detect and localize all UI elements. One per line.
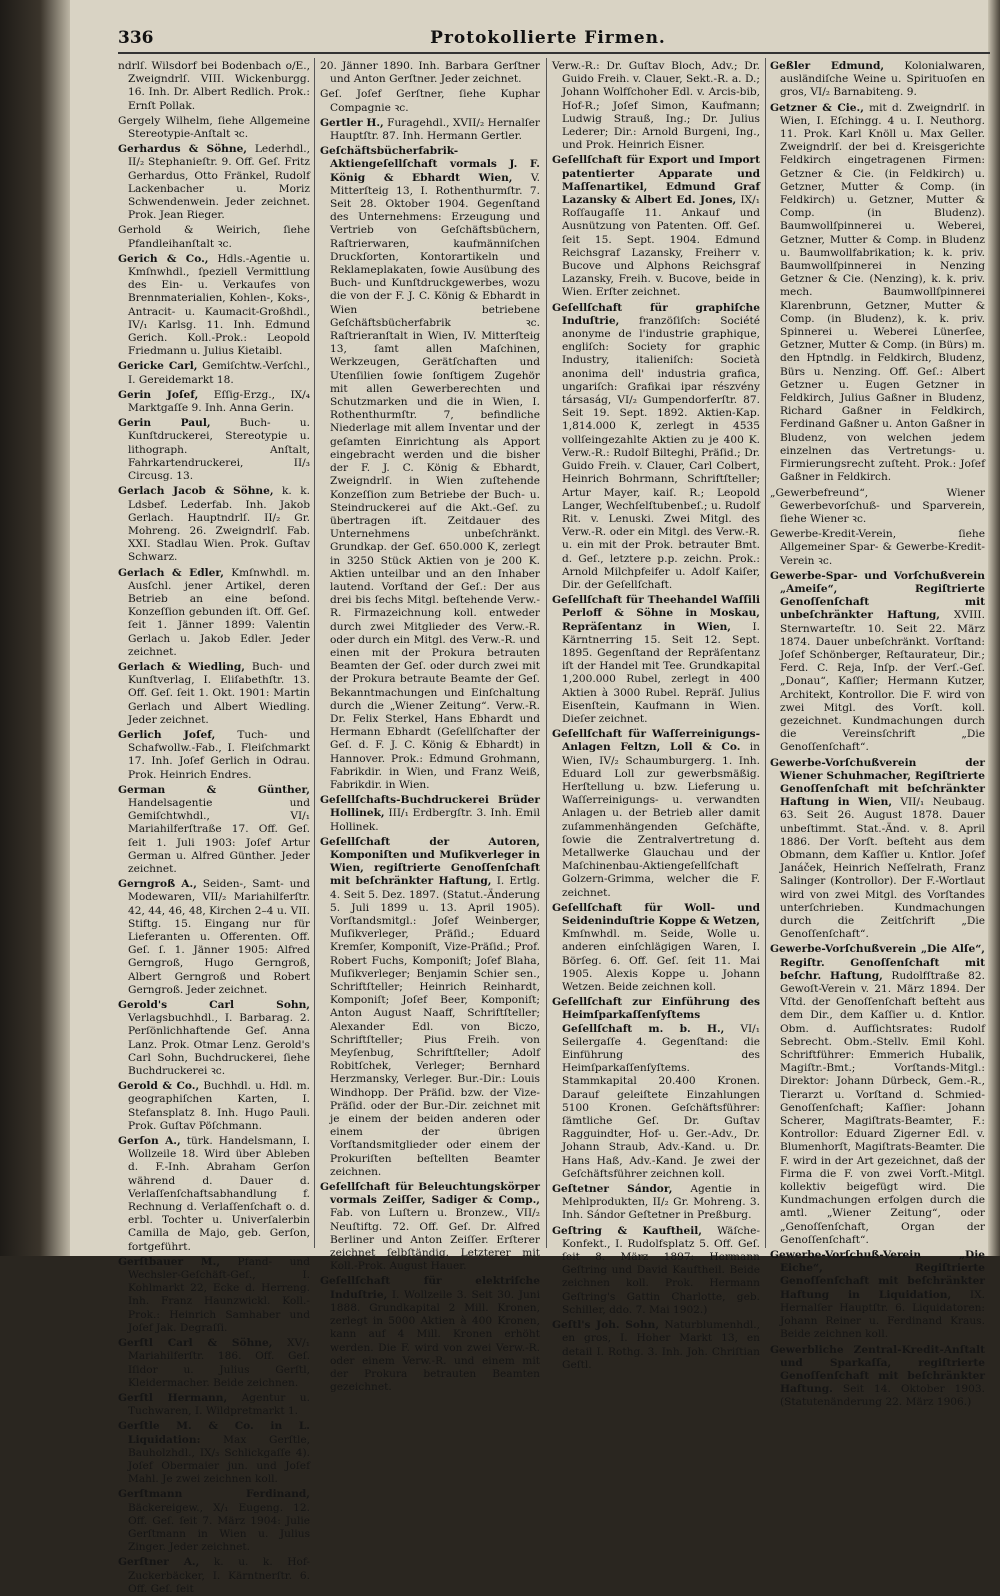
- firm-details: Buch- und Kunſtverlag, I. Eliſabethſtr. 13. Off. Geſ. ſeit 1. Okt. 1901: Martin Gerlach und Albert Wiedling. Jeder zeichnet.: [128, 660, 310, 726]
- column-divider: [546, 58, 547, 1248]
- firm-name: Gericke Carl,: [118, 360, 198, 373]
- firm-entry: [118, 1080, 310, 1133]
- firm-name: Gerſtner A.,: [118, 1556, 200, 1569]
- firm-entry: [770, 487, 985, 527]
- firm-details: Fab. von Luſtern u. Bronzew., VII/₂ Neuſtiftg. 72. Off. Geſ. Dr. Alfred Berliner und Anton Zeiſſer. Erſterer zeichnet ſelbſtändig. Letzterer mit Koll.-Prok. August Hauer.: [330, 1207, 540, 1273]
- firm-details: I. Kärntnerring 15. Seit 12. Sept. 1895. Gegenſtand der Repräſentanz iſt der Handel mit Tee. Grundkapital 1,200.000 Rubel, zerlegt in 400 Aktien à 3000 Rubel. Repräſ. Julius Eisenſtein, Kaufmann in Wien. Dieſer zeichnet.: [562, 620, 761, 725]
- firm-details: Verw.-R.: Dr. Guſtav Bloch, Adv.; Dr. Guido Freih. v. Clauer, Sekt.-R. a. D.; Johann Wolfſchoher Edl. v. Arcis-bib, Hof-R.; Joſef Simon, Kaufmann; Ludwig Strauß, Ing.; Dr. Julius Lederer; Dir.: Arnold Burgeni, Ing., und Prok. Heinrich Eisner.: [552, 60, 760, 152]
- firm-entry: [118, 1488, 310, 1554]
- page-number: 336: [118, 28, 154, 48]
- firm-details: III/₁ Erdbergſtr. 3. Inh. Emil Hollinek.: [330, 807, 540, 833]
- firm-name: Gerſtl Carl & Söhne,: [118, 1337, 273, 1350]
- firm-name: Geſellſchaft für Waſſerreinigungs-Anlagen Feltzn, Loll & Co.: [552, 728, 760, 754]
- firm-name: Geſellſchaft für Beleuchtungskörper vormals Zeiſſer, Sadiger & Comp.,: [320, 1181, 540, 1207]
- firm-name: Gewerbe-Spar- und Vorſchußverein „Ameiſe“, Regiſtrierte Genoſſenſchaft mit unbeſchränkter Haftung,: [770, 569, 985, 622]
- firm-entry: [552, 728, 760, 900]
- firm-details: I. Ertlg. 4. Seit 5. Dez. 1897. (Statut.-Änderung 5. Juli 1899 u. 13. April 1905). Vorſtandsmitgl.: Joſef Weinberger, Muſikverleger, Präſid.; Eduard Kremſer, Komponiſt, Vize-Präſid.; Prof. Robert Fuchs, Komponiſt; Joſef Blaha, Muſikverleger; Benjamin Schier sen., Schriftſteller; Heinrich Reinhardt, Komponiſt; Joſef Beer, Komponiſt; Anton August Naaff, Schriftſteller; Alexander Edl. von Biczo, Schriftſteller; Pius Freih. von Meyſenbug, Schriftſteller; Adolf Robitſchek, Verleger; Bernhard Herzmansky, Verleger. Bur.-Dir.: Louis Windhopp. Der Präſid. bzw. der Vize-Präſid. oder der Bur.-Dir. zeichnet mit je einem der beiden anderen oder einem der übrigen Vorſtandsmitglieder oder einem der Prokuriſten beſtellten Beamter zeichnen.: [330, 875, 541, 1178]
- firm-entry: [118, 143, 310, 222]
- firm-entry: [118, 360, 310, 386]
- firm-name: Geſellſchaft für elektriſche Induſtrie,: [320, 1275, 540, 1301]
- page-edge: [988, 0, 1000, 1256]
- firm-entry: [118, 253, 310, 359]
- firm-name: Gerſtmann Ferdinand,: [118, 1488, 310, 1501]
- firm-entry: [770, 102, 985, 485]
- firm-entry: [552, 60, 760, 152]
- firm-entry: [118, 1135, 310, 1254]
- column-divider: [314, 58, 315, 1248]
- firm-entry: [552, 302, 760, 592]
- firm-details: in Wien, IV/₂ Schaumburgerg. 1. Inh. Eduard Loll zur gewerbsmäßig. Herſtellung u. bzw. Lieferung u. Waſſerreinigungs- u. verwandten Anlagen u. der Betrieb aller damit zuſammenhängenden Geſchäfte, ſowie die Zentralvertretung d. Metallwerke Glauchau und der Maſchinenbau-Aktiengeſellſchaft Golzern-Grimma, welcher die F. zeichnet.: [562, 741, 760, 899]
- firm-name: Gewerbliche Zentral-Kredit-Anſtalt und Sparkaſſa, regiſtrierte Genoſſenſchaft mit beſchränkter Haftung.: [770, 1343, 985, 1396]
- firm-name: Geſtetner Sándor,: [552, 1183, 673, 1196]
- firm-name: Gerold's Carl Sohn,: [118, 999, 310, 1012]
- firm-details: Eſſig-Erzg., IX/₄ Marktgaſſe 9. Inh. Anna Gerin.: [128, 388, 310, 415]
- firm-name: Gerin Joſef,: [118, 388, 199, 401]
- firm-entry: [118, 485, 310, 564]
- firm-entry: [118, 999, 310, 1078]
- firm-name: Geſellſchaft zur Einführung des Heimſparkaſſenſyſtems Geſellſchaft m. b. H.,: [552, 996, 760, 1035]
- firm-entry: [118, 567, 310, 659]
- firm-name: Gewerbe-Vorſchußverein „Die Alſe“, Regiſtr. Genoſſenſchaft mit beſchr. Haftung,: [770, 943, 985, 982]
- text-column-2: [320, 60, 541, 1394]
- firm-name: Gertler H.,: [320, 116, 384, 129]
- page-header: [118, 28, 990, 52]
- firm-name: Gerlich Joſef,: [118, 728, 216, 741]
- firm-entry: [118, 1392, 310, 1418]
- firm-entry: [552, 996, 760, 1181]
- firm-entry: [118, 60, 310, 113]
- firm-details: franzöſiſch: Société anonyme de l'industrie graphique, engliſch: Society for graphic Industry, italieniſch: Società anonima dell' industria grafica, ungariſch: Grafikai ipar részvény társaság, VI/₂ Gumpendorferſtr. 87. Seit 19. Sept. 1892. Aktien-Kap. 1,814.000 K, zerlegt in 4535 vollſeingezahlte Aktien zu je 400 K. Verw.-R.: Rudolf Bilteghi, Präſid.; Dr. Guido Freih. v. Clauer, Carl Colbert, Heinrich Bohrmann, Schriftſteller; Artur Mayer, kaiſ. R.; Leopold Langer, Wechſelſtubenbeſ.; u. Rudolf Rit. v. Lenuski. Zwei Mitgl. des Verw.-R. oder ein Mitgl. des Verw.-R. u. ein mit der Prok. betrauter Bmt. d. Geſ., letztere p.p. zeichn. Prok.: Arnold Milchpfeifer u. Adolf Kaiſer, Dir. der Geſellſchaft.: [562, 314, 760, 591]
- firm-details: Naturblumenhdl., en gros, I. Hoher Markt 13, en detail I. Rothg. 3. Inh. Joh. Chriſtian Geſtl.: [562, 1319, 760, 1371]
- firm-name: Gerich & Co.,: [118, 252, 209, 265]
- firm-details: Rudolfſtraße 82. Gewoſt-Verein v. 21. März 1894. Der Vſtd. der Genoſſenſchaft beſteht aus dem Dir., dem Kaſſier u. d. Kntlor. Obm. d. Aufſichtsrates: Rudolf Sebrecht. Obm.-Stellv. Emil Kohl. Schriftführer: Emmerich Hubalik, Magiſtr.-Bmt.; Vorſtands-Mitgl.: Direktor: Johann Dürbeck, Gem.-R., Tierarzt u. Vorſtand d. Schmied-Genoſſenſchaft; Kaſſier: Johann Scherer, Magiſtrats-Beamter, F.: Kontrollor: Eduard Zigerner Edl. v. Blumenhorſt, Magiſtrats-Beamter. Die F. wird in der Art gezeichnet, daß der Firma die F. von zwei Vorſt.-Mitgl. kollektiv beigefügt wird. Die Kundmachungen erfolgen durch die amtl. „Wiener Zeitung“, oder „Genoſſenſchaft, Organ der Genoſſenſchaft“.: [780, 969, 985, 1246]
- firm-details: Agentur u. Tuchwaren, I. Wildpretmarkt 1.: [128, 1391, 311, 1418]
- firm-entry: [320, 145, 540, 792]
- text-column-1: [118, 60, 311, 1595]
- book-binding-shadow: [0, 0, 70, 1256]
- firm-name: Gerhardus & Söhne,: [118, 143, 247, 156]
- firm-entry: [118, 729, 310, 782]
- firm-entry: [552, 902, 760, 994]
- firm-name: Geſtl's Joh. Sohn,: [552, 1319, 660, 1332]
- firm-details: Buchhdl. u. Hdl. m. geographiſchen Karten, I. Stefansplatz 8. Inh. Hugo Pauli. Prok. Guſtav Pöſchmann.: [128, 1080, 310, 1132]
- firm-entry: [118, 417, 310, 483]
- firm-name: Gerold & Co.,: [118, 1080, 200, 1093]
- firm-details: XVIII. Sternwarteſtr. 10. Seit 22. März 1874. Dauer unbeſchränkt. Vorſtand: Joſef Schönberger, Reſtaurateur, Dir.; Ferd. C. Reja, Inſp. der Verſ.-Geſ. „Donau“, Kaſſier; Hermann Kutzer, Architekt, Kontrollor. Die F. wird von zwei Mitgl. des Vorſt. koll. gezeichnet. Kundmachungen durch die Vereinsſchrift „Die Genoſſenſchaft“.: [780, 609, 985, 754]
- firm-entry: [320, 794, 540, 834]
- firm-entry: [320, 1181, 540, 1273]
- firm-details: VII/₁ Neubaug. 63. Seit 26. August 1878. Dauer unbeſtimmt. Stat.-Änd. v. 8. April 1886. Der Vorſt. beſteht aus dem Obmann, dem Kaſſier u. Kntlor. Joſef Janáček, Heinrich Neſſelrath, Franz Salinger (Kontrollor). Der F.-Wortlaut wird von zwei Mitgl. des Vorſtandes unterſchrieben. Kundmachungen durch die Zeitſchrift „Die Genoſſenſchaft“.: [780, 796, 985, 941]
- firm-details: k. k. Ldsbef. Lederfab. Inh. Jakob Gerlach. Hauptndrlſ. II/₂ Gr. Mohreng. 26. Zweigndrlſ. Fab. XXI. Stadlau Wien. Prok. Guſtav Schwarz.: [128, 485, 310, 564]
- firm-details: Kmſnwhdl. m. Ausſchl. jener Artikel, deren Betrieb an eine beſond. Konzeſſion gebunden iſt. Off. Geſ. ſeit 1. Jänner 1899: Valentin Gerlach u. Jakob Edler. Jeder zeichnet.: [128, 566, 310, 658]
- firm-entry: [118, 115, 310, 141]
- firm-details: Gergely Wilhelm, ſiehe Allgemeine Stereotypie-Anſtalt ꝛc.: [118, 114, 310, 141]
- firm-entry: [118, 784, 310, 876]
- firm-details: Buch- u. Kunſtdruckerei, Stereotypie u. lithograph. Anſtalt, Fahrkartendruckerei, II/₃ Circusg. 13.: [128, 417, 310, 483]
- firm-details: ndrlſ. Wilsdorf bei Bodenbach o/E., Zweigndrlſ. VIII. Wickenburgg. 16. Inh. Dr. Albert Redlich. Prok.: Ernſt Pollak.: [118, 60, 310, 112]
- firm-entry: [770, 943, 985, 1247]
- firm-details: 20. Jänner 1890. Inh. Barbara Gerſtner und Anton Gerſtner. Jeder zeichnet.: [320, 60, 540, 86]
- firm-details: Wäſche-Konfekt., I. Rudolfsplatz 5. Off. Geſ. ſeit 8. März 1897: Hermann Geſtring und David Kauftheil. Beide zeichnen koll. Prok. Hermann Geſtring's Gattin Charlotte, geb. Schiller, ddo. 7. Mai 1902.): [562, 1224, 760, 1316]
- firm-entry: [118, 1256, 310, 1335]
- firm-details: Max Gerſtle, Bauholzhdl., IX/₃ Schlickgaſſe 4). Joſef Obermaier jun. und Joſef Mahl. Je zwei zeichnen koll.: [128, 1433, 310, 1486]
- firm-details: Pfand- und Wechsler-Geſchäft-Geſ., I. Kohlmarkt 22, Ecke d. Herreng. Inh. Franz Haunzwickl. Koll.-Prok.: Heinrich Samhaber und Joſef Jak. Degraſſi.: [128, 1255, 310, 1334]
- firm-details: k. u. k. Hof-Zuckerbäcker, I. Kärntnerſtr. 6. Off. Geſ. ſeit: [128, 1556, 310, 1595]
- firm-entry: [118, 661, 310, 727]
- firm-entry: [320, 117, 540, 143]
- firm-entry: [770, 528, 985, 568]
- firm-name: Geſchäftsbücherfabrik-Aktiengeſellſchaft vormals J. F. König & Ebhardt Wien,: [320, 145, 540, 184]
- firm-name: Gerſtbauer M.,: [118, 1255, 221, 1268]
- firm-name: Gewerbe-Vorſchußverein der Wiener Schuhmacher, Regiſtrierte Genoſſenſchaft mit beſchränkter Haftung in Wien,: [770, 756, 985, 809]
- firm-details: Lederhdl., II/₂ Stephanieſtr. 9. Off. Geſ. Fritz Gerhardus, Otto Fränkel, Rudolf Lackenbacher u. Moriz Schwendenwein. Jeder zeichnet. Prok. Jean Rieger.: [128, 143, 310, 222]
- firm-entry: [770, 1249, 985, 1341]
- firm-entry: [118, 878, 310, 997]
- firm-entry: [552, 1319, 760, 1372]
- firm-details: Agentie in Mehlprodukten, II/₂ Gr. Mohreng. 3. Inh. Sándor Geſtetner in Preßburg.: [562, 1183, 760, 1222]
- firm-details: Gewerbe-Kredit-Verein, ſiehe Allgemeiner Spar- & Gewerbe-Kredit-Verein ꝛc.: [770, 528, 985, 567]
- header-rule: [118, 52, 990, 54]
- firm-entry: [770, 1344, 985, 1410]
- firm-entry: [552, 594, 760, 726]
- firm-name: Gerſtl Hermann,: [118, 1391, 228, 1404]
- firm-entry: [552, 154, 760, 299]
- firm-details: Hdls.-Agentie u. Kmſnwhdl., ſpeziell Vermittlung des Ein- u. Verkaufes von Brennmaterialien, Kohlen-, Koks-, Antracit- u. Kaumacit-Großhdl., IV/₁ Karlsg. 11. Inh. Edmund Gerich. Koll.-Prok.: Leopold Friedmann u. Julius Kietaibl.: [128, 252, 310, 358]
- firm-entry: [118, 224, 310, 250]
- firm-name: Gerin Paul,: [118, 417, 211, 430]
- firm-entry: [320, 88, 540, 114]
- firm-entry: [118, 1556, 310, 1596]
- firm-name: Geſellſchaft für graphiſche Induſtrie,: [552, 301, 760, 327]
- firm-entry: [770, 570, 985, 755]
- firm-name: Gerſtle M. & Co. in L. Liquidation:: [118, 1420, 310, 1446]
- text-column-4: [770, 60, 986, 1409]
- firm-name: Geſellſchaft für Woll- und Seideninduſtrie Koppe & Wetzen,: [552, 901, 760, 927]
- firm-name: Gerlach & Wiedling,: [118, 660, 245, 673]
- firm-entry: [770, 60, 985, 100]
- firm-details: IX. Hernalſer Hauptſtr. 6. Liquidatoren: Johann Reiner u. Ferdinand Kraus. Beide zeichnen koll.: [780, 1288, 985, 1341]
- firm-name: Gewerbe-Vorſchuß-Verein „Die Eiche“, Regiſtrierte Genoſſenſchaft mit beſchränkter Haftung in Liquidation,: [770, 1249, 985, 1301]
- firm-details: Gemiſchtw.-Verſchl., I. Gereidemarkt 18.: [128, 360, 311, 386]
- firm-details: Kolonialwaren, ausländiſche Weine u. Spirituoſen en gros, VI/₂ Barnabiteng. 9.: [780, 60, 986, 99]
- firm-details: Furagehdl., XVII/₂ Hernalſer Hauptſtr. 87. Inh. Hermann Gertler.: [330, 116, 540, 143]
- firm-details: „Gewerbefreund“, Wiener Gewerbevorſchuß- und Sparverein, ſiehe Wiener ꝛc.: [770, 486, 985, 525]
- firm-entry: [320, 60, 540, 86]
- firm-details: Handelsagentie und Gemiſchtwhdl., VI/₁ Mariahilferſtraße 17. Off. Geſ. ſeit 1. Juli 1903: Joſef Artur German u. Alfred Günther. Jeder zeichnet.: [128, 796, 310, 875]
- firm-details: Bäckereigew., X/₁ Eugeng. 12. Off. Geſ. ſeit 7. März 1904: Julie Gerſtmann in Wien u. Julius Zinger. Jeder zeichnet.: [128, 1501, 310, 1554]
- firm-details: Tuch- und Schafwollw.-Fab., I. Fleiſchmarkt 17. Inh. Joſef Gerlich in Odrau. Prok. Heinrich Endres.: [128, 728, 310, 781]
- column-divider: [765, 58, 766, 1248]
- firm-entry: [320, 836, 540, 1179]
- firm-details: mit d. Zweigndrlſ. in Wien, I. Eſchingg. 4 u. I. Neuthorg. 11. Prok. Karl Knöll u. Max Geller. Zweigndrlſ. der bei d. Kreisgerichte Feldkirch eingetragenen Firmen: Getzner & Cie. (in Feldkirch) u. Getzner, Mutter & Comp. (in Feldkirch) u. Getzner, Mutter & Comp. (in Bludenz). Baumwollſpinnerei u. Weberei, Getzner, Mutter & Comp. in Bludenz u. Baumwollfabrikation; k. k. priv. Baumwollſpinnerei in Nenzing Getzner & Cie. (Nenzing), k. k. priv. mech. Baumwollſpinnerei Klarenbrunn, Getzner, Mutter & Comp. (in Bludenz), k. k. priv. Spinnerei u. Weberei Lünerſee, Getzner, Mutter & Comp. (in Bürs) m. den Hptndlg. in Feldkirch, Bludenz, Bürs u. Nenzing. Off. Geſ.: Albert Getzner u. Eugen Getzner in Feldkirch, Julius Gaßner in Bludenz, Richard Gaßner in Feldkirch, Ferdinand Gaßner u. Anton Gaßner in Bludenz, von welchen jedem einzelnen das Vertretungs- u. Firmierungsrecht zuſteht. Prok.: Joſef Gaßner in Feldkirch.: [780, 101, 985, 484]
- text-column-3: [552, 60, 761, 1371]
- firm-name: Geſellſchaft für Export und Import patentierter Apparate und Maſſenartikel, Edmund Graf Lazansky & Albert Ed. Jones,: [552, 154, 760, 207]
- firm-entry: [770, 757, 985, 942]
- firm-name: Geſellſchaft der Autoren, Komponiſten und Muſikverleger in Wien, regiſtrierte Genoſſenſchaft mit beſchränkter Haftung,: [320, 835, 540, 888]
- firm-name: German & Günther,: [118, 783, 310, 796]
- firm-name: Geſellſchafts-Buchdruckerei Brüder Hollinek,: [320, 794, 540, 820]
- firm-details: Gerhold & Weirich, ſiehe Pfandleihanſtalt ꝛc.: [118, 224, 310, 250]
- firm-details: Seiden-, Samt- und Modewaren, VII/₂ Mariahilferſtr. 42, 44, 46, 48, Kirchen 2–4 u. VII. Stiftg. 15. Eingang nur für Lieferanten u. Offerenten. Off. Geſ. ſ. 1. Jänner 1905: Alfred Gerngroß, Hugo Gerngroß, Albert Gerngroß und Robert Gerngroß. Jeder zeichnet.: [128, 878, 311, 996]
- firm-details: Kmſnwhdl. m. Seide, Wolle u. anderen einſchlägigen Waren, I. Börſeg. 6. Off. Geſ. ſeit 11. Mai 1905. Alexis Koppe u. Johann Wetzen. Beide zeichnen koll.: [562, 928, 760, 994]
- firm-details: Seit 14. Oktober 1903. (Statutenänderung 22. März 1906.): [780, 1383, 985, 1409]
- firm-details: XV/₁ Mariahilferſtr. 186. Off. Geſ. Iſidor u. Julius Gerſtl, Kleidermacher. Beide zeichnen.: [128, 1337, 310, 1389]
- firm-name: Gerngroß A.,: [118, 878, 197, 891]
- firm-entry: [552, 1225, 760, 1317]
- firm-entry: [118, 1337, 310, 1390]
- page-title: Protokollierte Firmen.: [430, 28, 666, 48]
- firm-entry: [118, 1420, 310, 1486]
- firm-name: Gerlach & Edler,: [118, 566, 224, 579]
- firm-name: Geſellſchaft für Theehandel Waſſili Perloff & Söhne in Moskau, Repräſentanz in Wien,: [552, 594, 760, 633]
- firm-details: I. Wollzeile 3. Seit 30. Juni 1888. Grundkapital 2 Mill. Kronen, zerlegt in 5000 Aktien à 400 Kronen, kann auf 4 Mill. Kronen erhöht werden. Die F. wird von zwei Verw.-R. oder einem Verw.-R. und einem mit der Prokura betrauten Beamten gezeichnet.: [330, 1288, 540, 1394]
- firm-details: Geſ. Joſef Gerſtner, ſiehe Kuphar Compagnie ꝛc.: [320, 88, 540, 114]
- firm-name: Gerſon A.,: [118, 1135, 181, 1148]
- firm-name: Gerlach Jacob & Söhne,: [118, 485, 274, 498]
- firm-details: IX/₁ Roſſaugaſſe 11. Ankauf und Ausnützung von Patenten. Off. Geſ. ſeit 15. Sept. 1904. Edmund Reichsgraf Lazansky, Freiherr v. Bucove und Alphons Reichsgraf Lazansky, Freih. v. Bucove, beide in Wien. Erſter zeichnet.: [562, 194, 760, 299]
- firm-details: türk. Handelsmann, I. Wollzeile 18. Wird über Ableben d. F.-Inh. Abraham Gerſon während d. Dauer d. Verlaſſenſchaftsabhandlung f. Rechnung d. Verlaſſenſchaft o. d. erbl. Tochter u. Univerſalerbin Camilla de Majo, geb. Gerſon, fortgeführt.: [128, 1135, 311, 1253]
- firm-details: Verlagsbuchhdl., I. Barbarag. 2. Perſönlichhaftende Geſ. Anna Lanz. Prok. Otmar Lenz. Gerold's Carl Sohn, Buchdruckerei, ſiehe Buchdruckerei ꝛc.: [128, 1012, 310, 1078]
- firm-name: Getzner & Cie.,: [770, 101, 864, 114]
- firm-details: VI/₁ Seilergaſſe 4. Gegenſtand: die Einführung des Heimſparkaſſenſyſtems. Stammkapital 20.400 Kronen. Darauf geleiſtete Einzahlungen 5100 Kronen. Geſchäftsführer: ſämtliche Geſ. Dr. Guſtav Ragguindter, Hof- u. Ger.-Adv., Dr. Johann Straub, Adv.-Kand. u. Dr. Hans Haß, Adv.-Kand. Je zwei der Geſchäftsführer zeichnen koll.: [562, 1022, 760, 1180]
- firm-details: V. Mitterſteig 13, I. Rothenthurmſtr. 7. Seit 28. Oktober 1904. Gegenſtand des Unternehmens: Erzeugung und Vertrieb von Geſchäftsbüchern, Raſtrierwaren, kaufmänniſchen Druckſorten, Kontorartikeln und Reklameplakaten, ſowie Ausübung des Buch- und Kunſtdruckgewerbes, wozu die von der F. J. C. König & Ebhardt in Wien betriebene Geſchäftsbücherfabrik ꝛc. Raſtrieranſtalt in Wien, IV. Mitterſteig 13, ſamt allen Maſchinen, Werkzeugen, Gerätſchaften und Utenſilien ſowie ſonſtigem Zugehör mit allen Gewerberechten und Schutzmarken und die in Wien, I. Rothenthurmſtr. 7, befindliche Niederlage mit allem Inventar und der geſamten Einrichtung als Apport eingebracht werden und die bisher der F. J. C. König & Ebhardt, Zweigndrlſ. in Wien zuſtehende Konzeſſion zum Betriebe der Buch- u. Steindruckerei auf die Akt.-Geſ. zu übertragen iſt. Zeitdauer des Unternehmens unbeſchränkt. Grundkap. der Geſ. 650.000 K, zerlegt in 3250 Stück Aktien von je 200 K. Aktien unteilbar und an den Inhaber lautend. Vorſtand der Geſ.: Der aus drei bis ſechs Mitgl. beſtehende Verw.-R. Firmazeichnung koll. entweder durch zwei Mitglieder des Verw.-R. oder durch ein Mitgl. des Verw.-R. und einen mit der Prokura betrauten Beamten der Geſ. oder durch zwei mit der Prokura betraute Beamte der Geſ. Bekanntmachungen und Einſchaltung durch die „Wiener Zeitung“. Verw.-R. Dr. Felix Sterkel, Hans Ebhardt und Hermann Ebhardt (Geſellſchafter der Geſ. d. F. J. C. König & Ebhardt) in Hannover. Prok.: Edmund Grohmann, Fabrikdir. in Wien, und Franz Weiß, Fabrikdir. in Wien.: [330, 171, 540, 791]
- firm-entry: [320, 1275, 540, 1394]
- firm-entry: [118, 389, 310, 415]
- firm-entry: [552, 1183, 760, 1223]
- firm-name: Geßler Edmund,: [770, 60, 885, 72]
- firm-name: Geſtring & Kauftheil,: [552, 1224, 702, 1237]
